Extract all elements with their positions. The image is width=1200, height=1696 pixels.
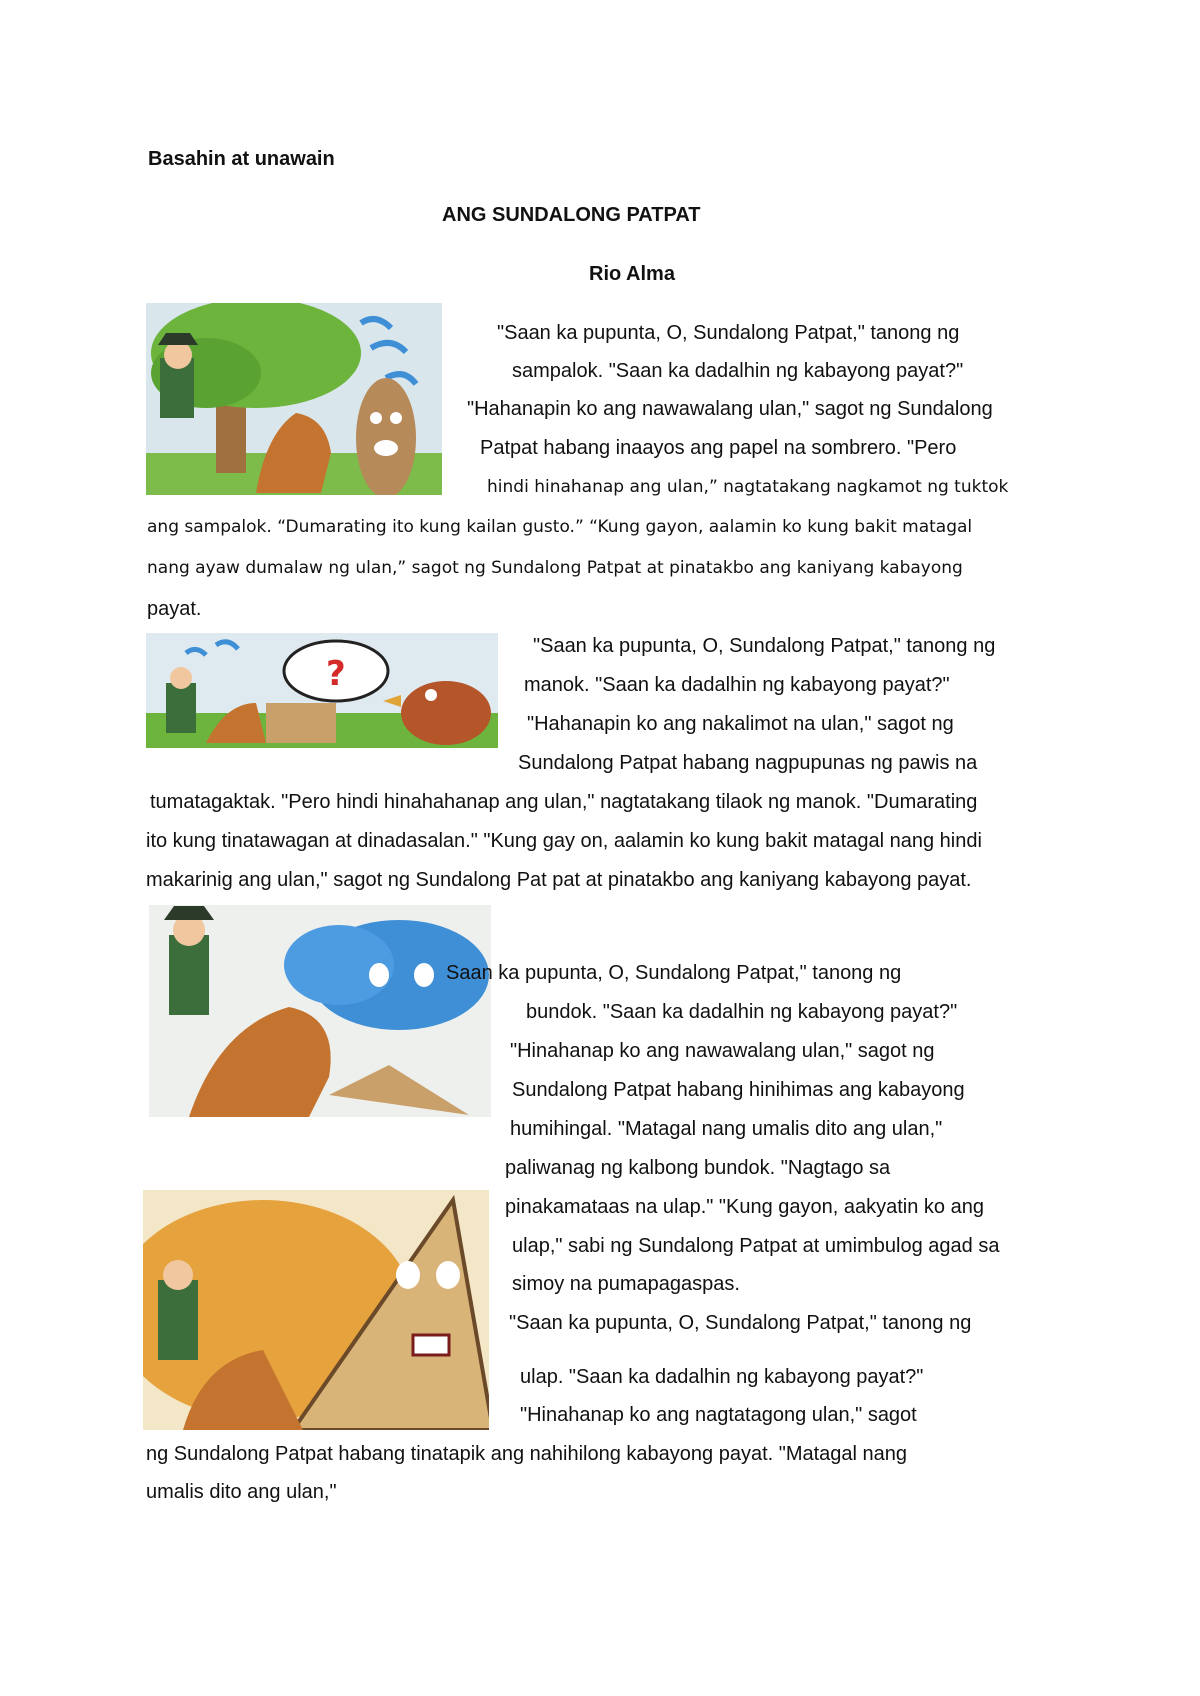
story-line: bundok. "Saan ka dadalhin ng kabayong payat?" (526, 1001, 958, 1023)
story-line: "Hinahanap ko ang nagtatagong ulan," sagot (520, 1404, 917, 1426)
story-line: ang sampalok. “Dumarating ito kung kailan gusto.” “Kung gayon, aalamin ko kung bakit matagal (147, 517, 973, 537)
story-line: "Saan ka pupunta, O, Sundalong Patpat," tanong ng (509, 1312, 972, 1334)
story-line: "Hahanapin ko ang nakalimot na ulan," sagot ng (527, 713, 954, 735)
story-line: tumatagaktak. "Pero hindi hinahahanap ang ulan," nagtatakang tilaok ng manok. "Dumarating (150, 791, 978, 813)
story-line: ng Sundalong Patpat habang tinatapik ang nahihilong kabayong payat. "Matagal nang (146, 1443, 908, 1465)
tamarind-tree-illustration (146, 303, 442, 495)
story-line: payat. (147, 598, 202, 620)
story-line: umalis dito ang ulan," (146, 1481, 337, 1503)
cloud-illustration (149, 905, 491, 1117)
story-line: Saan ka pupunta, O, Sundalong Patpat," tanong ng (446, 962, 902, 984)
rooster-illustration (146, 633, 498, 748)
story-line: "Saan ka pupunta, O, Sundalong Patpat," tanong ng (533, 635, 996, 657)
story-line: humihingal. "Matagal nang umalis dito ang ulan," (510, 1118, 943, 1140)
story-line: Sundalong Patpat habang hinihimas ang kabayong (512, 1079, 965, 1101)
story-line: paliwanag ng kalbong bundok. "Nagtago sa (505, 1157, 891, 1179)
story-line: "Hinahanap ko ang nawawalang ulan," sagot ng (510, 1040, 935, 1062)
story-line: ito kung tinatawagan at dinadasalan." "Kung gay on, aalamin ko kung bakit matagal nang hindi (146, 830, 982, 852)
story-line: manok. "Saan ka dadalhin ng kabayong payat?" (524, 674, 950, 696)
story-line: Patpat habang inaayos ang papel na sombrero. "Pero (480, 437, 957, 459)
story-line: "Hahanapin ko ang nawawalang ulan," sagot ng Sundalong (467, 398, 993, 420)
story-line: Sundalong Patpat habang nagpupunas ng pawis na (518, 752, 978, 774)
svg-text:?: ? (326, 654, 346, 694)
story-line: "Saan ka pupunta, O, Sundalong Patpat," tanong ng (497, 322, 960, 344)
story-line: nang ayaw dumalaw ng ulan,” sagot ng Sundalong Patpat at pinatakbo ang kaniyang kabayong (147, 558, 963, 578)
story-line: pinakamataas na ulap." "Kung gayon, aakyatin ko ang (505, 1196, 984, 1218)
story-title: ANG SUNDALONG PATPAT (442, 204, 701, 226)
instruction-heading: Basahin at unawain (148, 148, 335, 170)
story-line: simoy na pumapagaspas. (512, 1273, 740, 1295)
story-line: ulap. "Saan ka dadalhin ng kabayong payat?" (520, 1366, 924, 1388)
story-line: makarinig ang ulan," sagot ng Sundalong Pat pat at pinatakbo ang kaniyang kabayong payat. (146, 869, 972, 891)
story-author: Rio Alma (589, 263, 675, 285)
story-line: ulap," sabi ng Sundalong Patpat at umimbulog agad sa (512, 1235, 1000, 1257)
mountain-illustration (143, 1190, 489, 1430)
story-line: hindi hinahanap ang ulan,” nagtatakang nagkamot ng tuktok (487, 477, 1009, 497)
story-line: sampalok. "Saan ka dadalhin ng kabayong payat?" (512, 360, 964, 382)
